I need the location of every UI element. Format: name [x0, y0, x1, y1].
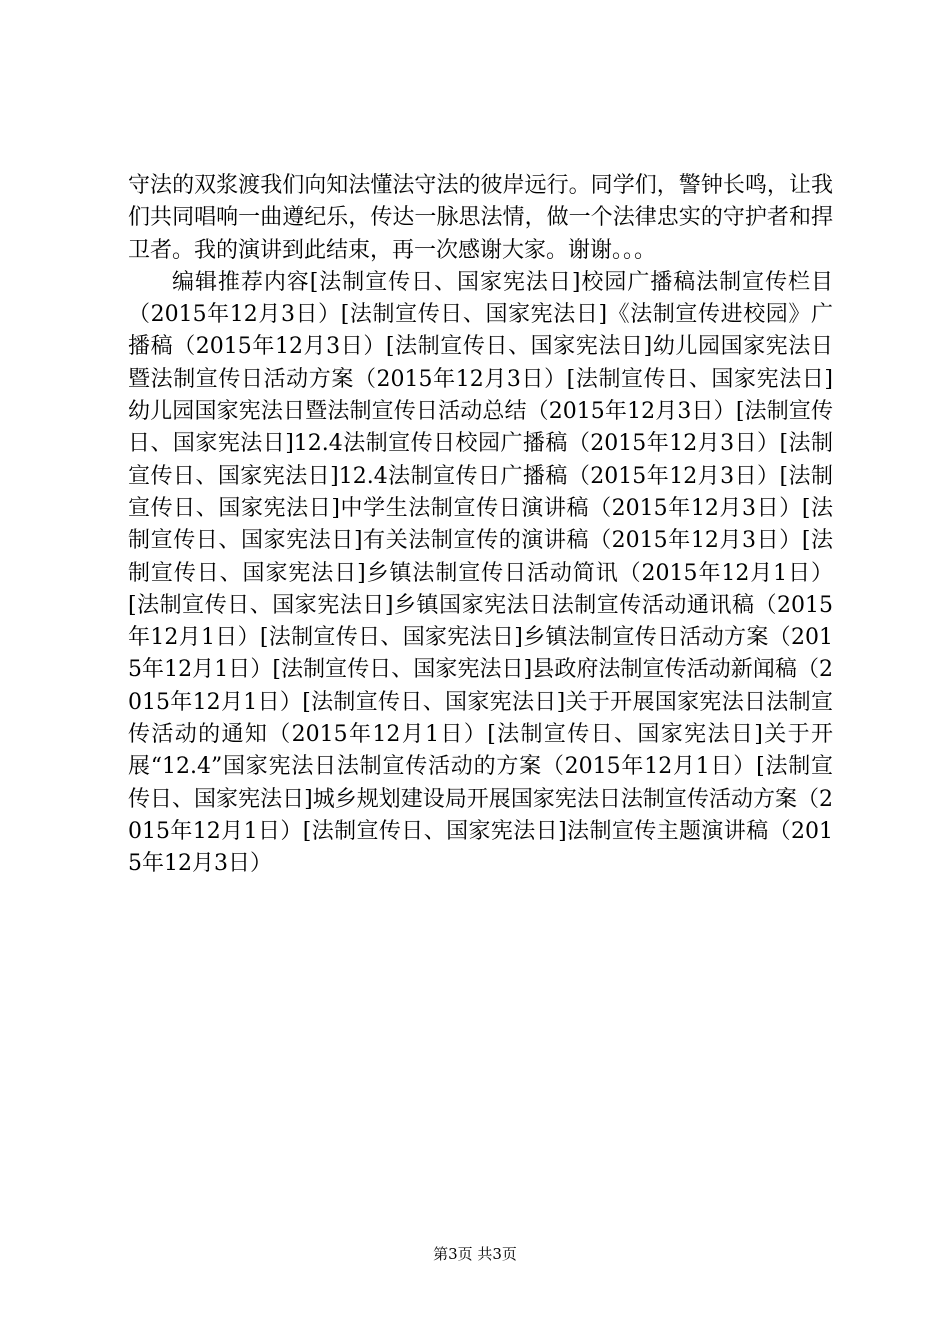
- page-footer: 第3页 共3页: [433, 1245, 517, 1263]
- closing-paragraph: 守法的双浆渡我们向知法懂法守法的彼岸远行。同学们，警钟长鸣，让我们共同唱响一曲遵纪乐，传达一脉思法情，做一个法律忠实的守护者和捍卫者。我的演讲到此结束，再一次感谢大家。谢谢。。。: [128, 173, 833, 263]
- document-body: [128, 170, 833, 881]
- recommended-content-paragraph: 编辑推荐内容[法制宣传日、国家宪法日]校园广播稿法制宣传栏目（2015年12月3日）[法制宣传日、国家宪法日]《法制宣传进校园》广播稿（2015年12月3日）[法制宣传日、国家宪法日]幼儿园国家宪法日暨法制宣传日活动方案（2015年12月3日）[法制宣传日、国家宪法日]幼儿园国家宪法日暨法制宣传日活动总结（2015年12月3日）[法制宣传日、国家宪法日]12.4法制宣传日校园广播稿（2015年12月3日）[法制宣传日、国家宪法日]12.4法制宣传日广播稿（2015年12月3日）[法制宣传日、国家宪法日]中学生法制宣传日演讲稿（2015年12月3日）[法制宣传日、国家宪法日]有关法制宣传的演讲稿（2015年12月3日）[法制宣传日、国家宪法日]乡镇法制宣传日活动简讯（2015年12月1日）[法制宣传日、国家宪法日]乡镇国家宪法日法制宣传活动通讯稿（2015年12月1日）[法制宣传日、国家宪法日]乡镇法制宣传日活动方案（2015年12月1日）[法制宣传日、国家宪法日]县政府法制宣传活动新闻稿（2015年12月1日）[法制宣传日、国家宪法日]关于开展国家宪法日法制宣传活动的通知（2015年12月1日）[法制宣传日、国家宪法日]关于开展“12.4”国家宪法日法制宣传活动的方案（2015年12月1日）[法制宣传日、国家宪法日]城乡规划建设局开展国家宪法日法制宣传活动方案（2015年12月1日）[法制宣传日、国家宪法日]法制宣传主题演讲稿（2015年12月3日）: [128, 269, 833, 877]
